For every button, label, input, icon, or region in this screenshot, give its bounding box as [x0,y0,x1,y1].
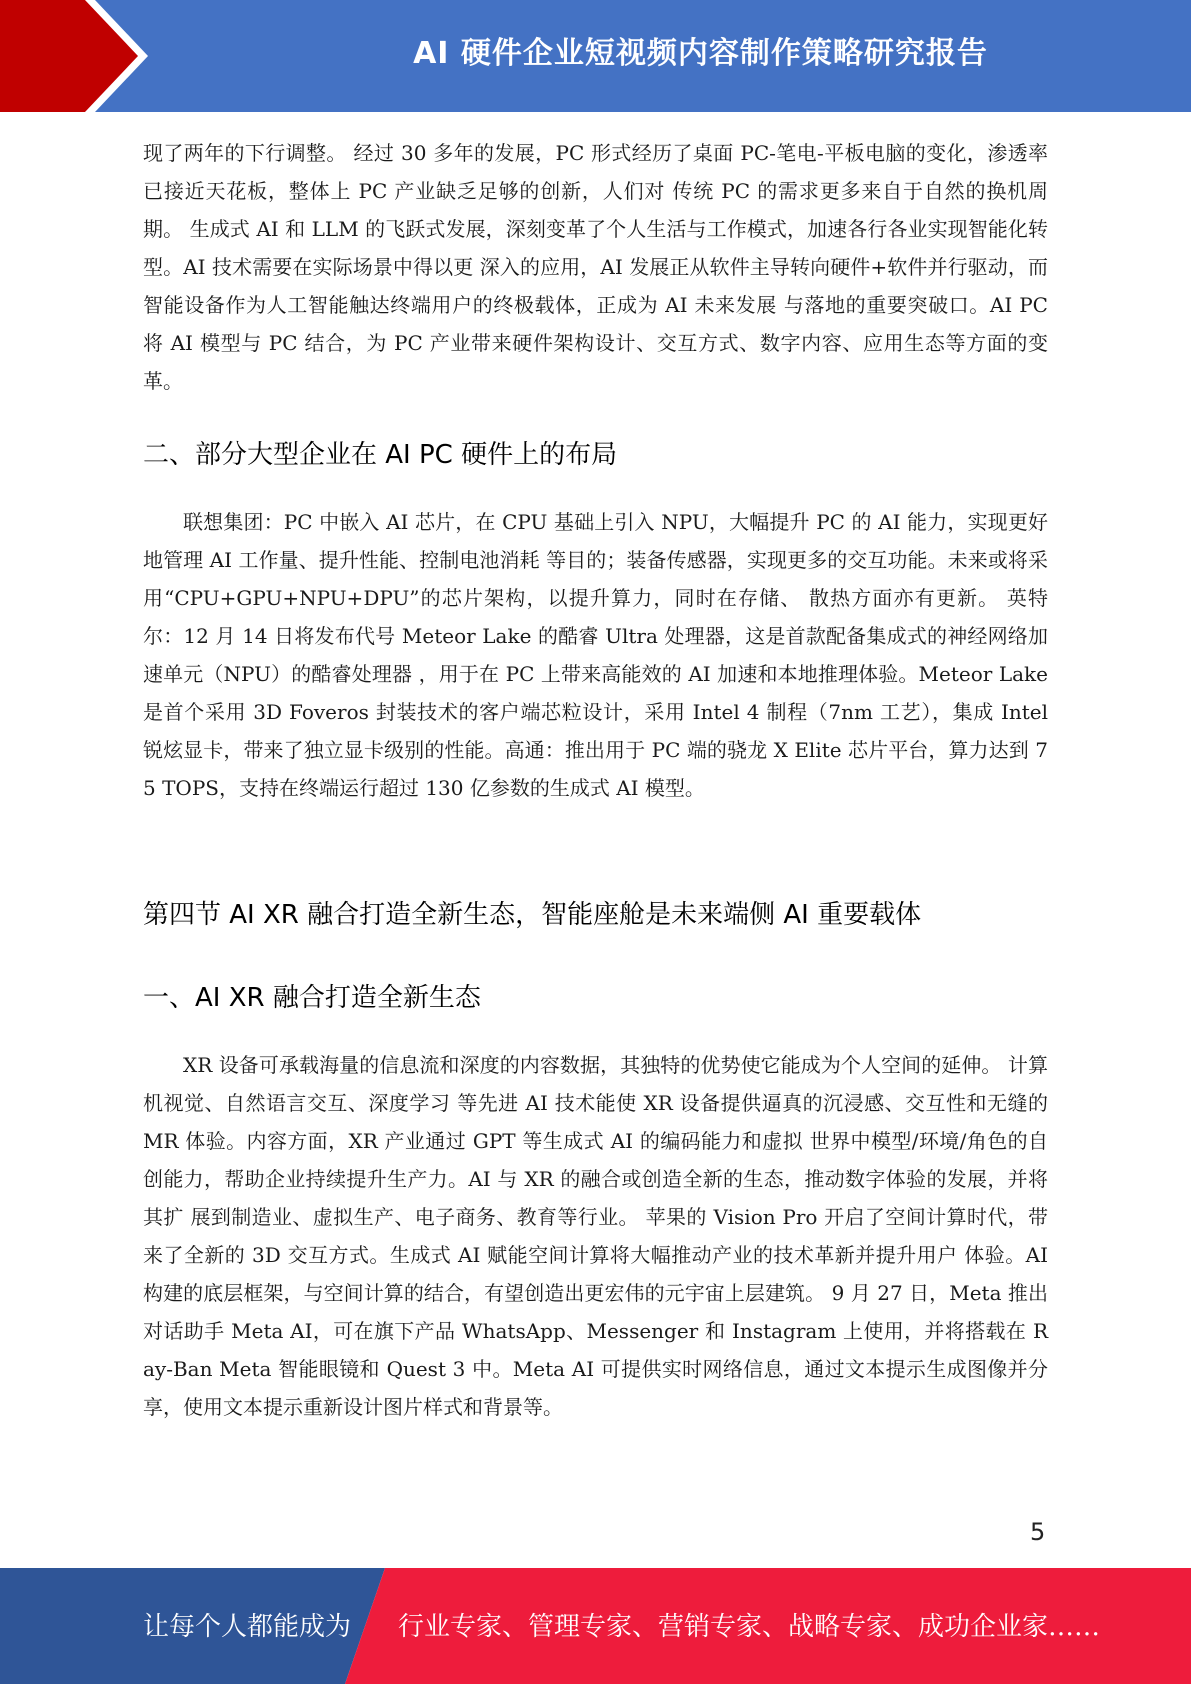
main-content [143,134,1048,1426]
heading-ai-xr: 一、AI XR 融合打造全新生态 [143,983,481,1013]
page-footer [0,1568,1191,1684]
paragraph-companies: 联想集团：PC 中嵌入 AI 芯片，在 CPU 基础上引入 NPU，大幅提升 PC 的 AI 能力，实现更好地管理 AI 工作量、提升性能、控制电池消耗 等目的；装备传感器，实现更多的交互功能。未来或将采用“CPU+GPU+NPU+DPU”的芯片架构，以提升算力，同时在存储、 散热方面亦有更新。 英特尔：12 月 14 日将发布代号 Meteor Lake 的酷睿 Ultra 处理器，这是首款配备集成式的神经网络加速单元（NPU）的酷睿处理器 ，用于在 PC 上带来高能效的 AI 加速和本地推理体验。Meteor Lake 是首个采用 3D Foveros 封装技术的客户端芯粒设计，采用 Intel 4 制程（7nm 工艺），集成 Intel 锐炫显卡，带来了独立显卡级别的性能。高通：推出用于 PC 端的骁龙 X Elite 芯片平台，算力达到 75 TOPS，支持在终端运行超过 130 亿参数的生成式 AI 模型。 [143,510,1048,800]
paragraph-pc-intro: 现了两年的下行调整。 经过 30 多年的发展，PC 形式经历了桌面 PC-笔电-平板电脑的变化，渗透率已接近天花板，整体上 PC 产业缺乏足够的创新，人们对 传统 PC 的需求更多来自于自然的换机周期。 生成式 AI 和 LLM 的飞跃式发展，深刻变革了个人生活与工作模式，加速各行各业实现智能化转型。AI 技术需要在实际场景中得以更 深入的应用，AI 发展正从软件主导转向硬件+软件并行驱动，而智能设备作为人工智能触达终端用户的终极载体，正成为 AI 未来发展 与落地的重要突破口。AI PC 将 AI 模型与 PC 结合，为 PC 产业带来硬件架构设计、交互方式、数字内容、应用生态等方面的变革。 [143,141,1048,393]
section-title-4: 第四节 AI XR 融合打造全新生态，智能座舱是未来端侧 AI 重要载体 [143,900,922,930]
footer-slogan-left: 让每个人都能成为 [143,1612,352,1642]
page-header [0,0,1191,112]
heading-ai-pc-layout: 二、部分大型企业在 AI PC 硬件上的布局 [143,440,618,470]
footer-slogan-right: 行业专家、管理专家、营销专家、战略专家、成功企业家…… [398,1612,1101,1642]
report-title: AI 硬件企业短视频内容制作策略研究报告 [413,36,988,71]
page-number: 5 [1030,1518,1046,1546]
paragraph-xr: XR 设备可承载海量的信息流和深度的内容数据，其独特的优势使它能成为个人空间的延伸。 计算机视觉、自然语言交互、深度学习 等先进 AI 技术能使 XR 设备提供逼真的沉浸感、交互性和无缝的 MR 体验。内容方面，XR 产业通过 GPT 等生成式 AI 的编码能力和虚拟 世界中模型/环境/角色的自创能力，帮助企业持续提升生产力。AI 与 XR 的融合或创造全新的生态，推动数字体验的发展，并将其扩 展到制造业、虚拟生产、电子商务、教育等行业。 苹果的 Vision Pro 开启了空间计算时代，带来了全新的 3D 交互方式。生成式 AI 赋能空间计算将大幅推动产业的技术革新并提升用户 体验。AI 构建的底层框架，与空间计算的结合，有望创造出更宏伟的元宇宙上层建筑。 9 月 27 日，Meta 推出对话助手 Meta AI，可在旗下产品 WhatsApp、Messenger 和 Instagram 上使用，并将搭载在 Ray-Ban Meta 智能眼镜和 Quest 3 中。Meta AI 可提供实时网络信息，通过文本提示生成图像并分享，使用文本提示重新设计图片样式和背景等。 [143,1053,1048,1419]
